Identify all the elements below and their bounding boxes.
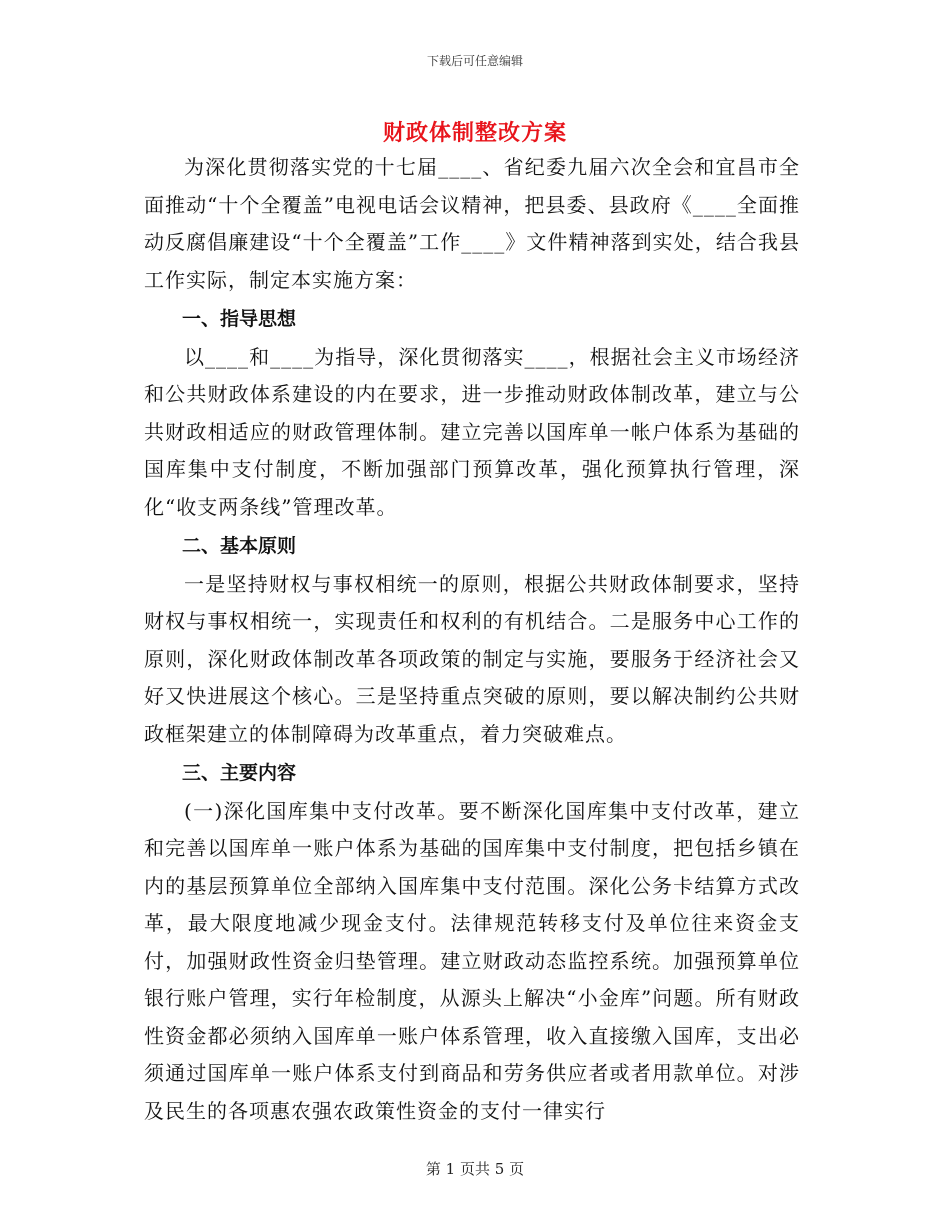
section-heading-guiding-ideology: 一、指导思想	[182, 308, 297, 330]
document-body	[144, 149, 800, 1130]
intro-paragraph: 为深化贯彻落实党的十七届____、省纪委九届六次全会和宜昌市全面推动“十个全覆盖”电视电话会议精神，把县委、县政府《____全面推动反腐倡廉建设“十个全覆盖”工作____》文件精神落到实处，结合我县工作实际，制定本实施方案：	[144, 155, 800, 292]
section-heading-main-content: 三、主要内容	[182, 762, 297, 784]
section-paragraph-guiding-ideology: 以____和____为指导，深化贯彻落实____，根据社会主义市场经济和公共财政体系建设的内在要求，进一步推动财政体制改革，建立与公共财政相适应的财政管理体制。建立完善以国库单一帐户体系为基础的国库集中支付制度，不断加强部门预算改革，强化预算执行管理，深化“收支两条线”管理改革。	[144, 344, 800, 519]
document-title: 财政体制整改方案	[382, 120, 567, 146]
section-paragraph-basic-principles: 一是坚持财权与事权相统一的原则，根据公共财政体制要求，坚持财权与事权相统一，实现责任和权利的有机结合。二是服务中心工作的原则，深化财政体制改革各项政策的制定与实施，要服务于经济社会又好又快进展这个核心。三是坚持重点突破的原则，要以解决制约公共财政框架建立的体制障碍为改革重点，着力突破难点。	[144, 571, 800, 746]
page-footer: 第 1 页共 5 页	[425, 1160, 525, 1178]
header-note: 下载后可任意编辑	[426, 54, 523, 68]
section-paragraph-main-content: (一)深化国库集中支付改革。要不断深化国库集中支付改革，建立和完善以国库单一账户体系为基础的国库集中支付制度，把包括乡镇在内的基层预算单位全部纳入国库集中支付范围。深化公务卡结算方式改革，最大限度地减少现金支付。法律规范转移支付及单位往来资金支付，加强财政性资金归垫管理。建立财政动态监控系统。加强预算单位银行账户管理，实行年检制度，从源头上解决“小金库”问题。所有财政性资金都必须纳入国库单一账户体系管理，收入直接缴入国库，支出必须通过国库单一账户体系支付到商品和劳务供应者或者用款单位。对涉及民生的各项惠农强农政策性资金的支付一律实行	[144, 798, 800, 1123]
section-heading-basic-principles: 二、基本原则	[182, 535, 297, 557]
